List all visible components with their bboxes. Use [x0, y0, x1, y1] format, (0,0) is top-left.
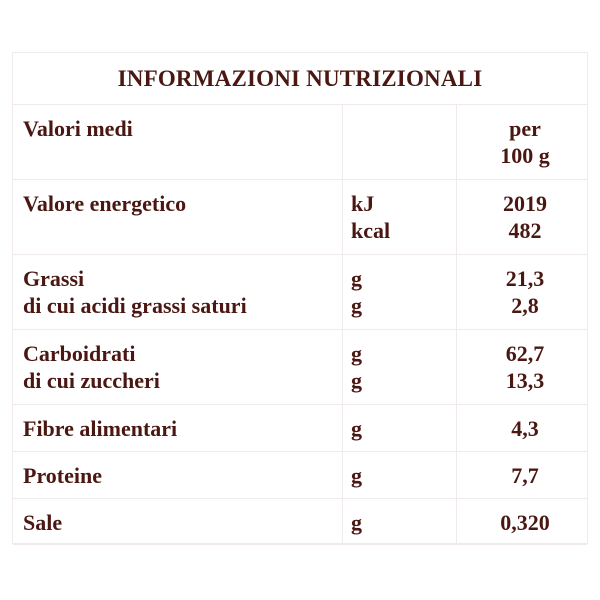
- row-name: [23, 190, 341, 217]
- row-unit-line: kcal: [351, 218, 391, 243]
- row-name: [23, 509, 341, 536]
- table-row-energy: [13, 180, 587, 255]
- row-unit-line: g: [351, 341, 362, 366]
- row-name-line: Proteine: [23, 463, 103, 488]
- table-row-protein: [13, 452, 587, 499]
- row-unit: [351, 509, 451, 536]
- row-value-line: 0,320: [500, 510, 550, 535]
- row-unit: [351, 340, 451, 394]
- row-unit-line: g: [351, 416, 362, 441]
- table-title: INFORMAZIONI NUTRIZIONALI: [13, 53, 587, 105]
- row-name-line: Grassi: [23, 266, 85, 291]
- row-name-line: Sale: [23, 510, 63, 535]
- row-name: [23, 462, 341, 489]
- row-unit-line: g: [351, 510, 362, 535]
- row-name-line: Carboidrati: [23, 341, 136, 366]
- row-value: [461, 509, 589, 536]
- header-label-text: Valori medi: [23, 116, 133, 141]
- table-row-salt: [13, 499, 587, 545]
- row-value: [461, 415, 589, 442]
- table-row-carbohydrates: [13, 330, 587, 405]
- header-per-line-2: 100 g: [500, 143, 550, 168]
- row-name: [23, 415, 341, 442]
- header-label: [23, 115, 341, 142]
- nutrition-table: [12, 52, 588, 544]
- row-value-line: 4,3: [511, 416, 539, 441]
- column-divider: [456, 105, 457, 543]
- row-unit: [351, 415, 451, 442]
- row-value-line: 482: [508, 218, 542, 243]
- row-unit: [351, 265, 451, 319]
- row-value-line: 7,7: [511, 463, 539, 488]
- row-unit: [351, 462, 451, 489]
- row-name-line: di cui zuccheri: [23, 368, 160, 393]
- row-value-line: 13,3: [505, 368, 545, 393]
- row-value: [461, 462, 589, 489]
- row-name: [23, 265, 341, 319]
- row-unit-line: g: [351, 266, 362, 291]
- row-unit-line: kJ: [351, 191, 375, 216]
- row-value: [461, 265, 589, 319]
- row-value-line: 21,3: [505, 266, 545, 291]
- row-unit-line: g: [351, 293, 362, 318]
- row-name-line: Fibre alimentari: [23, 416, 178, 441]
- row-value-line: 2,8: [511, 293, 539, 318]
- row-name-line: Valore energetico: [23, 191, 187, 216]
- row-value: [461, 190, 589, 244]
- row-value-line: 62,7: [505, 341, 545, 366]
- header-per: [461, 115, 589, 169]
- header-row: [13, 105, 587, 180]
- row-name: [23, 340, 341, 394]
- row-value-line: 2019: [503, 191, 547, 216]
- table-row-fats: [13, 255, 587, 330]
- column-divider: [342, 105, 343, 543]
- row-unit-line: g: [351, 463, 362, 488]
- header-per-line-1: per: [509, 116, 541, 141]
- table-row-fibre: [13, 405, 587, 452]
- row-name-line: di cui acidi grassi saturi: [23, 293, 247, 318]
- row-unit: [351, 190, 451, 244]
- row-unit-line: g: [351, 368, 362, 393]
- row-value: [461, 340, 589, 394]
